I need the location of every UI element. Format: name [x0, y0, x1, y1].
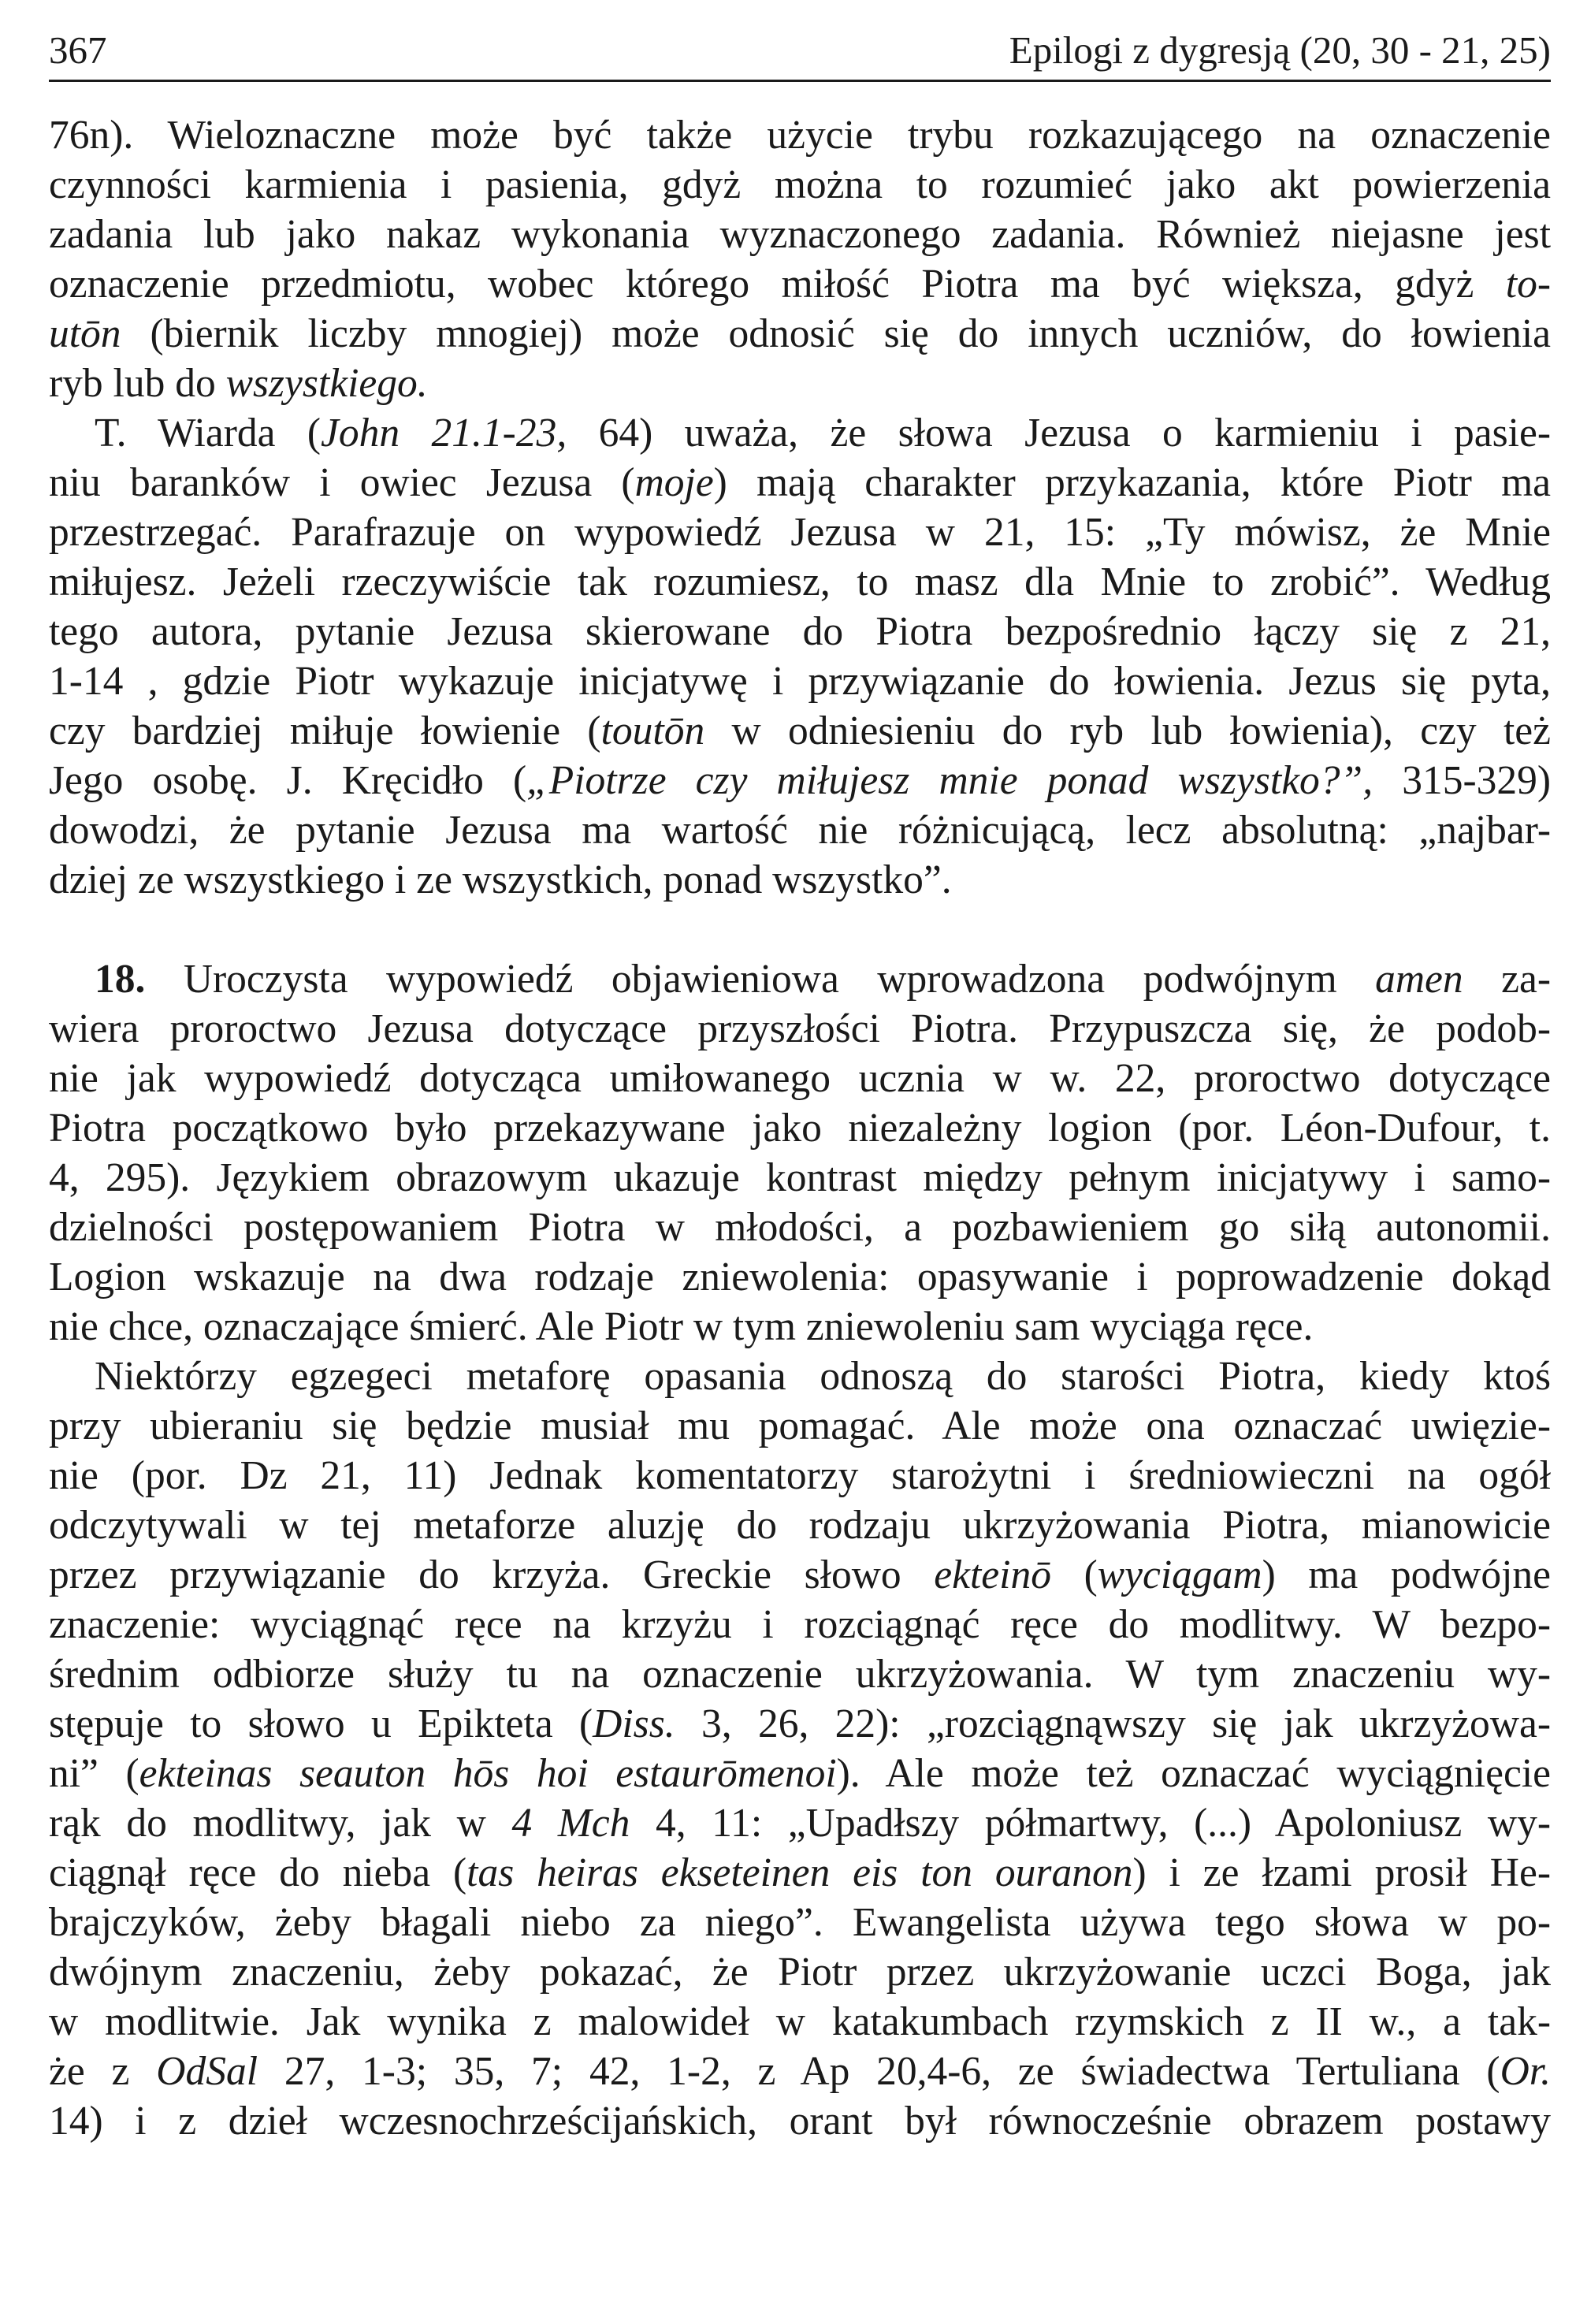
- text-line: [49, 508, 1551, 557]
- text-line: [49, 1451, 1551, 1500]
- text-segment: T. Wiarda (: [95, 411, 322, 456]
- text-line: [49, 1600, 1551, 1649]
- text-segment: nie jak wypowiedź dotycząca umiłowanego ucznia w w. 22, proroctwo dotyczące: [49, 1056, 1551, 1101]
- italic-segment: Diss.: [593, 1701, 675, 1746]
- paragraph-number: 18.: [95, 957, 146, 1002]
- italic-segment: ekteinas seauton hōs hoi estaurōmenoi: [139, 1751, 837, 1796]
- body-text: [49, 110, 1551, 2146]
- text-line: [49, 1054, 1551, 1103]
- text-line: [49, 1798, 1551, 1848]
- italic-segment: ekteinō: [934, 1552, 1051, 1597]
- text-line: [49, 1153, 1551, 1203]
- text-line: [49, 1252, 1551, 1302]
- text-segment: ) i ze łzami prosił He-: [1132, 1850, 1551, 1895]
- text-segment: dziej ze wszystkiego i ze wszystkich, ponad wszystko”.: [49, 857, 952, 902]
- text-line: [49, 1203, 1551, 1252]
- text-segment: czy bardziej miłuje łowienie (: [49, 708, 601, 753]
- text-segment: (biernik liczby mnogiej) może odnosić się do innych uczniów, do łowienia: [121, 311, 1551, 356]
- text-segment: za-: [1463, 957, 1551, 1002]
- text-line: [49, 557, 1551, 607]
- text-segment: brajczyków, żeby błagali niebo za niego”. Ewangelista używa tego słowa w po-: [49, 1900, 1551, 1945]
- text-line: [49, 1103, 1551, 1153]
- text-segment: 315-329): [1373, 758, 1551, 803]
- italic-segment: John 21.1-23,: [321, 411, 567, 456]
- paragraph-gap: [49, 905, 1551, 954]
- text-segment: miłujesz. Jeżeli rzeczywiście tak rozumiesz, to masz dla Mnie to zrobić”. Według: [49, 560, 1551, 604]
- text-segment: 4, 295). Językiem obrazowym ukazuje kontrast między pełnym inicjatywy i samo-: [49, 1155, 1551, 1200]
- text-line: [49, 458, 1551, 508]
- text-segment: ) mają charakter przykazania, które Piotr ma: [713, 460, 1551, 505]
- text-segment: nie (por. Dz 21, 11) Jednak komentatorzy starożytni i średniowieczni na ogół: [49, 1453, 1551, 1498]
- text-line: [49, 2096, 1551, 2146]
- text-segment: ciągnął ręce do nieba (: [49, 1850, 467, 1895]
- text-line: [49, 1699, 1551, 1749]
- text-line: [49, 1848, 1551, 1898]
- italic-segment: utōn: [49, 311, 121, 356]
- italic-segment: wyciągam: [1097, 1552, 1262, 1597]
- text-segment: ryb lub do: [49, 361, 226, 406]
- text-line: [49, 1649, 1551, 1699]
- text-segment: 4, 11: „Upadłszy półmartwy, (...) Apoloniusz wy-: [630, 1801, 1551, 1846]
- text-segment: 27, 1-3; 35, 7; 42, 1-2, z Ap 20,4-6, ze świadectwa Tertuliana (: [258, 2049, 1500, 2094]
- italic-segment: 4 Mch: [511, 1801, 630, 1846]
- italic-segment: amen: [1375, 957, 1463, 1002]
- text-segment: oznaczenie przedmiotu, wobec którego miłość Piotra ma być większa, gdyż: [49, 262, 1506, 307]
- text-segment: przy ubieraniu się będzie musiał mu pomagać. Ale może ona oznaczać uwięzie-: [49, 1404, 1551, 1448]
- text-line: [49, 1352, 1551, 1401]
- text-segment: 14) i z dzieł wczesnochrześcijańskich, orant był równocześnie obrazem postawy: [49, 2099, 1551, 2144]
- text-segment: 76n). Wieloznaczne może być także użycie trybu rozkazującego na oznaczenie: [49, 113, 1551, 158]
- text-line: [49, 1302, 1551, 1352]
- text-line: [49, 1947, 1551, 1997]
- text-line: [49, 607, 1551, 656]
- text-line: [49, 1004, 1551, 1054]
- text-segment: znaczenie: wyciągnąć ręce na krzyżu i rozciągnąć ręce do modlitwy. W bezpo-: [49, 1602, 1551, 1647]
- text-segment: stępuje to słowo u Epikteta (: [49, 1701, 593, 1746]
- text-line: [49, 1997, 1551, 2047]
- text-line: [49, 359, 1551, 408]
- text-line: [49, 706, 1551, 756]
- text-line: [49, 656, 1551, 706]
- text-line: [49, 1401, 1551, 1451]
- text-segment: Logion wskazuje na dwa rodzaje zniewolenia: opasywanie i poprowadzenie dokąd: [49, 1255, 1551, 1300]
- text-segment: tego autora, pytanie Jezusa skierowane do Piotra bezpośrednio łączy się z 21,: [49, 609, 1551, 654]
- text-segment: Jego osobę. J. Kręcidło (: [49, 758, 527, 803]
- text-line: [49, 210, 1551, 259]
- italic-segment: moje: [634, 460, 714, 505]
- text-segment: dwójnym znaczeniu, żeby pokazać, że Piotr przez ukrzyżowanie uczci Boga, jak: [49, 1950, 1551, 1995]
- text-line: [49, 309, 1551, 359]
- text-segment: średnim odbiorze służy tu na oznaczenie ukrzyżowania. W tym znaczeniu wy-: [49, 1652, 1551, 1697]
- text-segment: w odniesieniu do ryb lub łowienia), czy też: [704, 708, 1551, 753]
- text-line: [49, 408, 1551, 458]
- text-segment: czynności karmienia i pasienia, gdyż można to rozumieć jako akt powierzenia: [49, 162, 1551, 207]
- text-segment: ) ma podwójne: [1262, 1552, 1551, 1597]
- text-line: [49, 259, 1551, 309]
- text-segment: 3, 26, 22): „rozciągnąwszy się jak ukrzyżowa-: [675, 1701, 1551, 1746]
- running-head: [49, 22, 1551, 79]
- text-segment: przez przywiązanie do krzyża. Greckie słowo: [49, 1552, 935, 1597]
- text-segment: ). Ale może też oznaczać wyciągnięcie: [836, 1751, 1551, 1796]
- italic-segment: OdSal: [156, 2049, 258, 2094]
- page-number: 367: [49, 28, 107, 72]
- text-segment: Piotra początkowo było przekazywane jako niezależny logion (por. Léon-Dufour, t.: [49, 1106, 1551, 1151]
- text-line: [49, 756, 1551, 805]
- text-line: [49, 805, 1551, 855]
- text-segment: zadania lub jako nakaz wykonania wyznaczonego zadania. Również niejasne jest: [49, 212, 1551, 257]
- text-segment: 1-14 , gdzie Piotr wykazuje inicjatywę i przywiązanie do łowienia. Jezus się pyta,: [49, 659, 1551, 704]
- running-title: Epilogi z dygresją (20, 30 - 21, 25): [1009, 28, 1551, 72]
- header-rule: [49, 80, 1551, 82]
- text-line: [49, 110, 1551, 160]
- text-line: [49, 2047, 1551, 2096]
- text-segment: odczytywali w tej metaforze aluzję do rodzaju ukrzyżowania Piotra, mianowicie: [49, 1503, 1551, 1548]
- text-line: [49, 1898, 1551, 1947]
- text-segment: dowodzi, że pytanie Jezusa ma wartość nie różnicującą, lecz absolutną: „najbar-: [49, 808, 1551, 853]
- italic-segment: Or.: [1500, 2049, 1551, 2094]
- text-line: [49, 1500, 1551, 1550]
- text-segment: wiera proroctwo Jezusa dotyczące przyszłości Piotra. Przypuszcza się, że podob-: [49, 1006, 1551, 1051]
- italic-segment: wszystkiego.: [225, 361, 428, 406]
- text-segment: niu baranków i owiec Jezusa (: [49, 460, 635, 505]
- text-segment: że z: [49, 2049, 157, 2094]
- text-segment: Niektórzy egzegeci metaforę opasania odnoszą do starości Piotra, kiedy ktoś: [95, 1354, 1551, 1399]
- text-segment: dzielności postępowaniem Piotra w młodości, a pozbawieniem go siłą autonomii.: [49, 1205, 1551, 1250]
- text-segment: nie chce, oznaczające śmierć. Ale Piotr w tym zniewoleniu sam wyciąga ręce.: [49, 1304, 1314, 1349]
- italic-segment: to-: [1505, 262, 1551, 307]
- text-line: [49, 1550, 1551, 1600]
- text-line: [49, 160, 1551, 210]
- text-line: [49, 855, 1551, 905]
- text-segment: przestrzegać. Parafrazuje on wypowiedź Jezusa w 21, 15: „Ty mówisz, że Mnie: [49, 510, 1551, 555]
- text-segment: rąk do modlitwy, jak w: [49, 1801, 512, 1846]
- text-segment: Uroczysta wypowiedź objawieniowa wprowadzona podwójnym: [145, 957, 1376, 1002]
- italic-segment: „Piotrze czy miłujesz mnie ponad wszystko?”,: [526, 758, 1373, 803]
- text-line: [49, 1749, 1551, 1798]
- text-segment: ni” (: [49, 1751, 139, 1796]
- text-segment: (: [1050, 1552, 1098, 1597]
- italic-segment: toutōn: [600, 708, 705, 753]
- italic-segment: tas heiras ekseteinen eis ton ouranon: [466, 1850, 1133, 1895]
- text-segment: w modlitwie. Jak wynika z malowideł w katakumbach rzymskich z II w., a tak-: [49, 1999, 1551, 2044]
- text-line: [49, 954, 1551, 1004]
- text-segment: 64) uważa, że słowa Jezusa o karmieniu i pasie-: [567, 411, 1551, 456]
